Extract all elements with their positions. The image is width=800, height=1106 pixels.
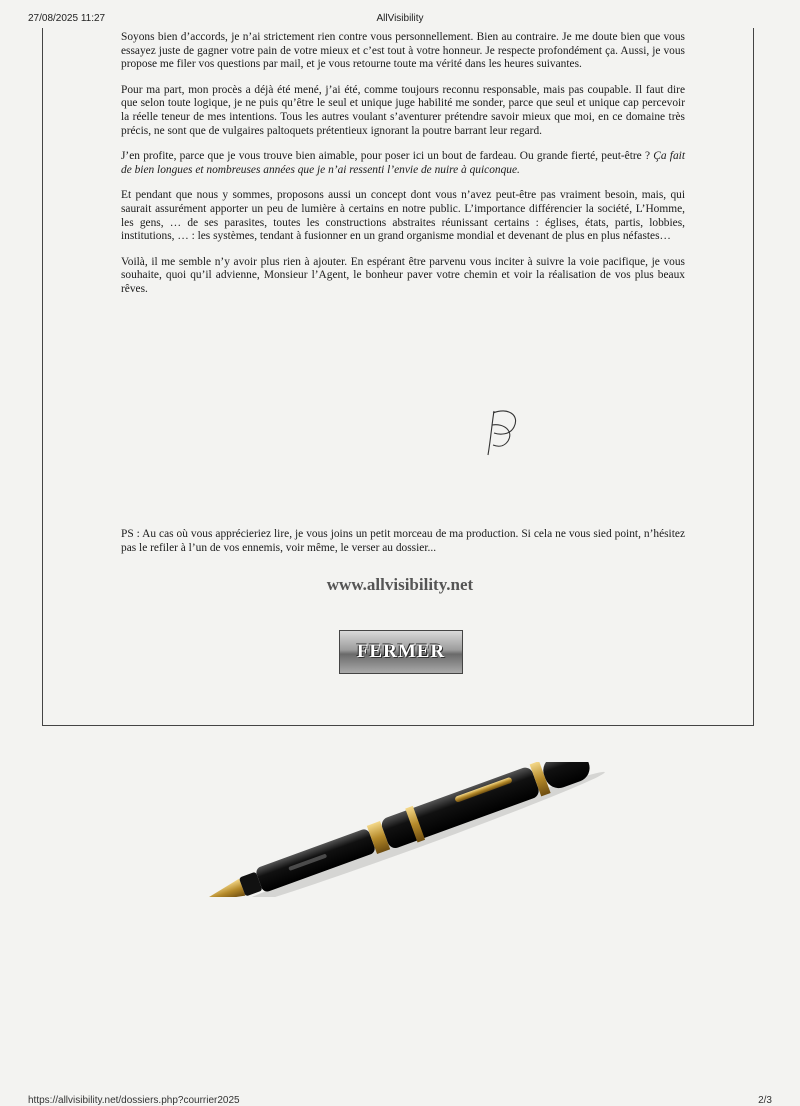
letter-paragraph-3-italic: Ça fait de bien longues et nombreuses années que je n’ai ressenti l’envie de nuire à quiconque. [121, 150, 685, 176]
print-datetime: 27/08/2025 11:27 [28, 13, 106, 24]
letter-paragraph-2: Pour ma part, mon procès a déjà été mené, j’ai été, comme toujours reconnu responsable, mais pas coupable. Il faut dire que selon toute logique, je ne puis qu’être le seul et unique juge habilité me sonder, parce que seul et unique cap percevoir la réelle teneur de mes intentions. Tous les autres voulant s’aventurer prétendre savoir mieux que moi, en ce domaine très précis, ne sont que de vulgaires paltoquets prétentieux ignorant la poutre barrant leur regard. [121, 83, 685, 137]
close-button[interactable]: FERMER [339, 630, 463, 674]
letter-paragraph-5: Voilà, il me semble n’y avoir plus rien à ajouter. En espérant être parvenu vous inciter à suivre la voie pacifique, je vous souhaite, quoi qu’il advienne, Monsieur l’Agent, le bonheur paver votre chemin et voir la réalisation de vos plus beaux rêves. [121, 255, 685, 295]
letter-paragraph-1: Soyons bien d’accords, je n’ai strictement rien contre vous personnellement. Bien au contraire. Je me doute bien que vous essayez juste de gagner votre pain de votre mieux et c’est tout à votre honneur. Je respecte profondément ça. Aussi, je vous propose me filer vos questions par mail, et je vous retourne toute ma vérité dans les heures suivantes. [121, 31, 685, 71]
letter-paragraph-4: Et pendant que nous y sommes, proposons aussi un concept dont vous n’avez peut-être pas vraiment besoin, mais, qui saurait assurément apporter un peu de lumière à certains en notre public. L’importance différencier la société, L’Homme, les gens, … de ses parasites, toutes les constructions abstraites réunissant certains : églises, états, partis, lobbies, institutions, … : les systèmes, tendant à fusionner en un grand organisme mondial et devenant de plus en plus néfastes… [121, 189, 685, 243]
fountain-pen-icon [190, 762, 615, 897]
letter-paragraph-3-text: J’en profite, parce que je vous trouve bien aimable, pour poser ici un bout de fardeau. Ou grande fierté, peut-être ? [121, 150, 651, 163]
letter-ps: PS : Au cas où vous apprécieriez lire, je vous joins un petit morceau de ma production. Si cela ne vous sied point, n’hésitez pas le refiler à l’un de vos ennemis, voir même, le verser au dossier... [121, 528, 685, 554]
signature-icon [480, 405, 526, 461]
print-footer-url: https://allvisibility.net/dossiers.php?courrier2025 [28, 1095, 240, 1106]
letter-body [121, 31, 685, 309]
print-header [0, 13, 800, 27]
print-footer-page: 2/3 [758, 1095, 772, 1106]
site-link[interactable]: www.allvisibility.net [326, 575, 474, 594]
letter-paragraph-3 [121, 150, 685, 177]
print-site-title: AllVisibility [376, 13, 424, 24]
